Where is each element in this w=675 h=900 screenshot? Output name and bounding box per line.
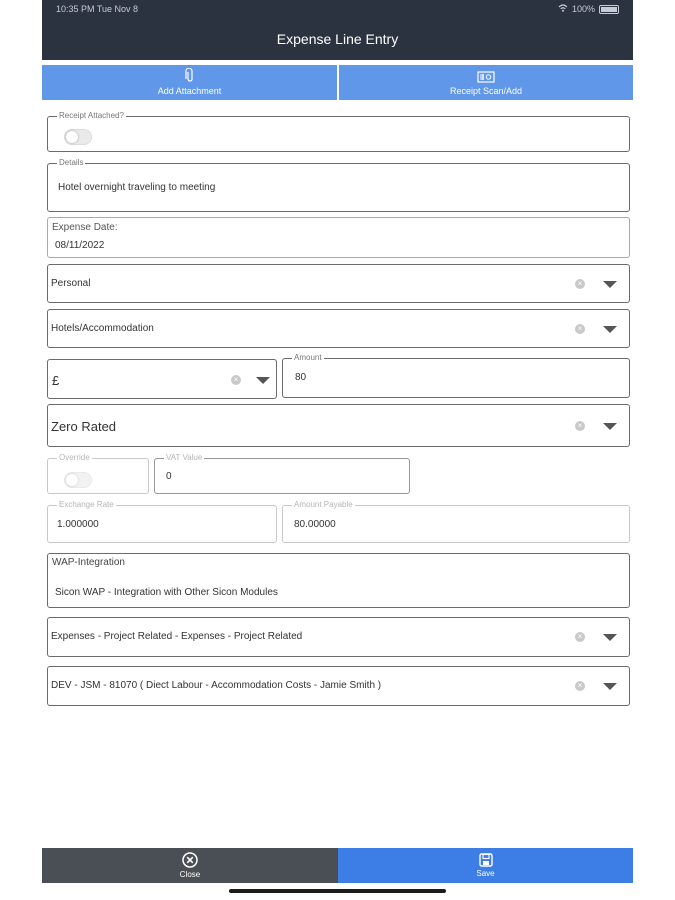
paperclip-icon xyxy=(185,68,195,86)
add-attachment-button[interactable] xyxy=(42,65,337,100)
save-button[interactable] xyxy=(338,848,633,883)
status-time: 10:35 PM Tue Nov 8 xyxy=(56,4,139,14)
currency-select[interactable] xyxy=(47,359,277,399)
expense-date-field[interactable] xyxy=(47,217,630,258)
clear-icon[interactable]: × xyxy=(575,632,585,642)
vat-value-field[interactable] xyxy=(154,453,410,494)
project-value: Expenses - Project Related - Expenses - Project Related xyxy=(51,631,303,642)
category-select[interactable] xyxy=(47,309,630,348)
clear-icon[interactable]: × xyxy=(231,375,241,385)
receipt-scan-label: Receipt Scan/Add xyxy=(449,86,523,96)
chevron-down-icon[interactable] xyxy=(256,377,270,384)
header-bar xyxy=(42,0,633,60)
receipt-attached-toggle[interactable] xyxy=(64,129,92,145)
close-label: Close xyxy=(179,870,201,879)
amount-payable-label: Amount Payable xyxy=(294,500,353,509)
battery-percent: 100% xyxy=(571,4,595,14)
scan-icon xyxy=(477,71,495,86)
cost-code-select[interactable] xyxy=(47,666,630,706)
clear-icon[interactable]: × xyxy=(575,681,585,691)
wap-integration-value: Sicon WAP - Integration with Other Sicon Modules xyxy=(55,587,278,598)
details-field[interactable] xyxy=(47,158,630,212)
expense-type-value: Personal xyxy=(51,278,91,289)
currency-value: £ xyxy=(52,373,60,388)
save-label: Save xyxy=(476,869,495,878)
clear-icon[interactable]: × xyxy=(575,421,585,431)
receipt-attached-field xyxy=(47,111,630,152)
cost-code-value: DEV - JSM - 81070 ( Diect Labour - Accommodation Costs - Jamie Smith ) xyxy=(51,680,382,691)
wifi-icon xyxy=(558,4,568,14)
chevron-down-icon[interactable] xyxy=(603,683,617,690)
override-label: Override xyxy=(59,453,90,462)
details-value: Hotel overnight traveling to meeting xyxy=(58,182,216,193)
project-select[interactable] xyxy=(47,617,630,657)
vat-code-select[interactable] xyxy=(47,404,630,447)
amount-label: Amount xyxy=(294,353,322,362)
page-title: Expense Line Entry xyxy=(276,31,399,47)
close-icon xyxy=(182,852,198,870)
expense-date-value: 08/11/2022 xyxy=(55,240,105,251)
clear-icon[interactable]: × xyxy=(575,324,585,334)
expense-type-select[interactable] xyxy=(47,264,630,303)
close-button[interactable] xyxy=(42,848,338,883)
vat-code-value: Zero Rated xyxy=(51,419,117,434)
amount-value: 80 xyxy=(295,372,307,383)
details-label: Details xyxy=(59,158,84,167)
amount-field[interactable] xyxy=(282,353,630,398)
chevron-down-icon[interactable] xyxy=(603,634,617,641)
receipt-attached-label: Receipt Attached? xyxy=(59,111,124,120)
exchange-rate-field xyxy=(47,500,277,543)
clear-icon[interactable]: × xyxy=(575,279,585,289)
home-indicator xyxy=(229,889,446,893)
override-field xyxy=(47,453,149,494)
wap-integration-field[interactable] xyxy=(47,553,630,608)
amount-payable-field xyxy=(282,500,630,543)
battery-icon xyxy=(599,5,619,14)
wap-integration-label: WAP-Integration xyxy=(52,557,125,568)
chevron-down-icon[interactable] xyxy=(603,281,617,288)
status-indicators xyxy=(558,4,619,14)
amount-payable-value: 80.00000 xyxy=(294,519,336,530)
exchange-rate-value: 1.000000 xyxy=(57,519,99,530)
receipt-scan-button[interactable] xyxy=(339,65,633,100)
vat-value-label: VAT Value xyxy=(166,453,203,462)
vat-value-value: 0 xyxy=(166,471,172,482)
override-toggle[interactable] xyxy=(64,472,92,488)
chevron-down-icon[interactable] xyxy=(603,326,617,333)
chevron-down-icon[interactable] xyxy=(603,423,617,430)
category-value: Hotels/Accommodation xyxy=(51,323,154,334)
save-icon xyxy=(479,853,493,869)
add-attachment-label: Add Attachment xyxy=(157,86,222,96)
exchange-rate-label: Exchange Rate xyxy=(59,500,114,509)
expense-date-label: Expense Date: xyxy=(52,222,118,233)
